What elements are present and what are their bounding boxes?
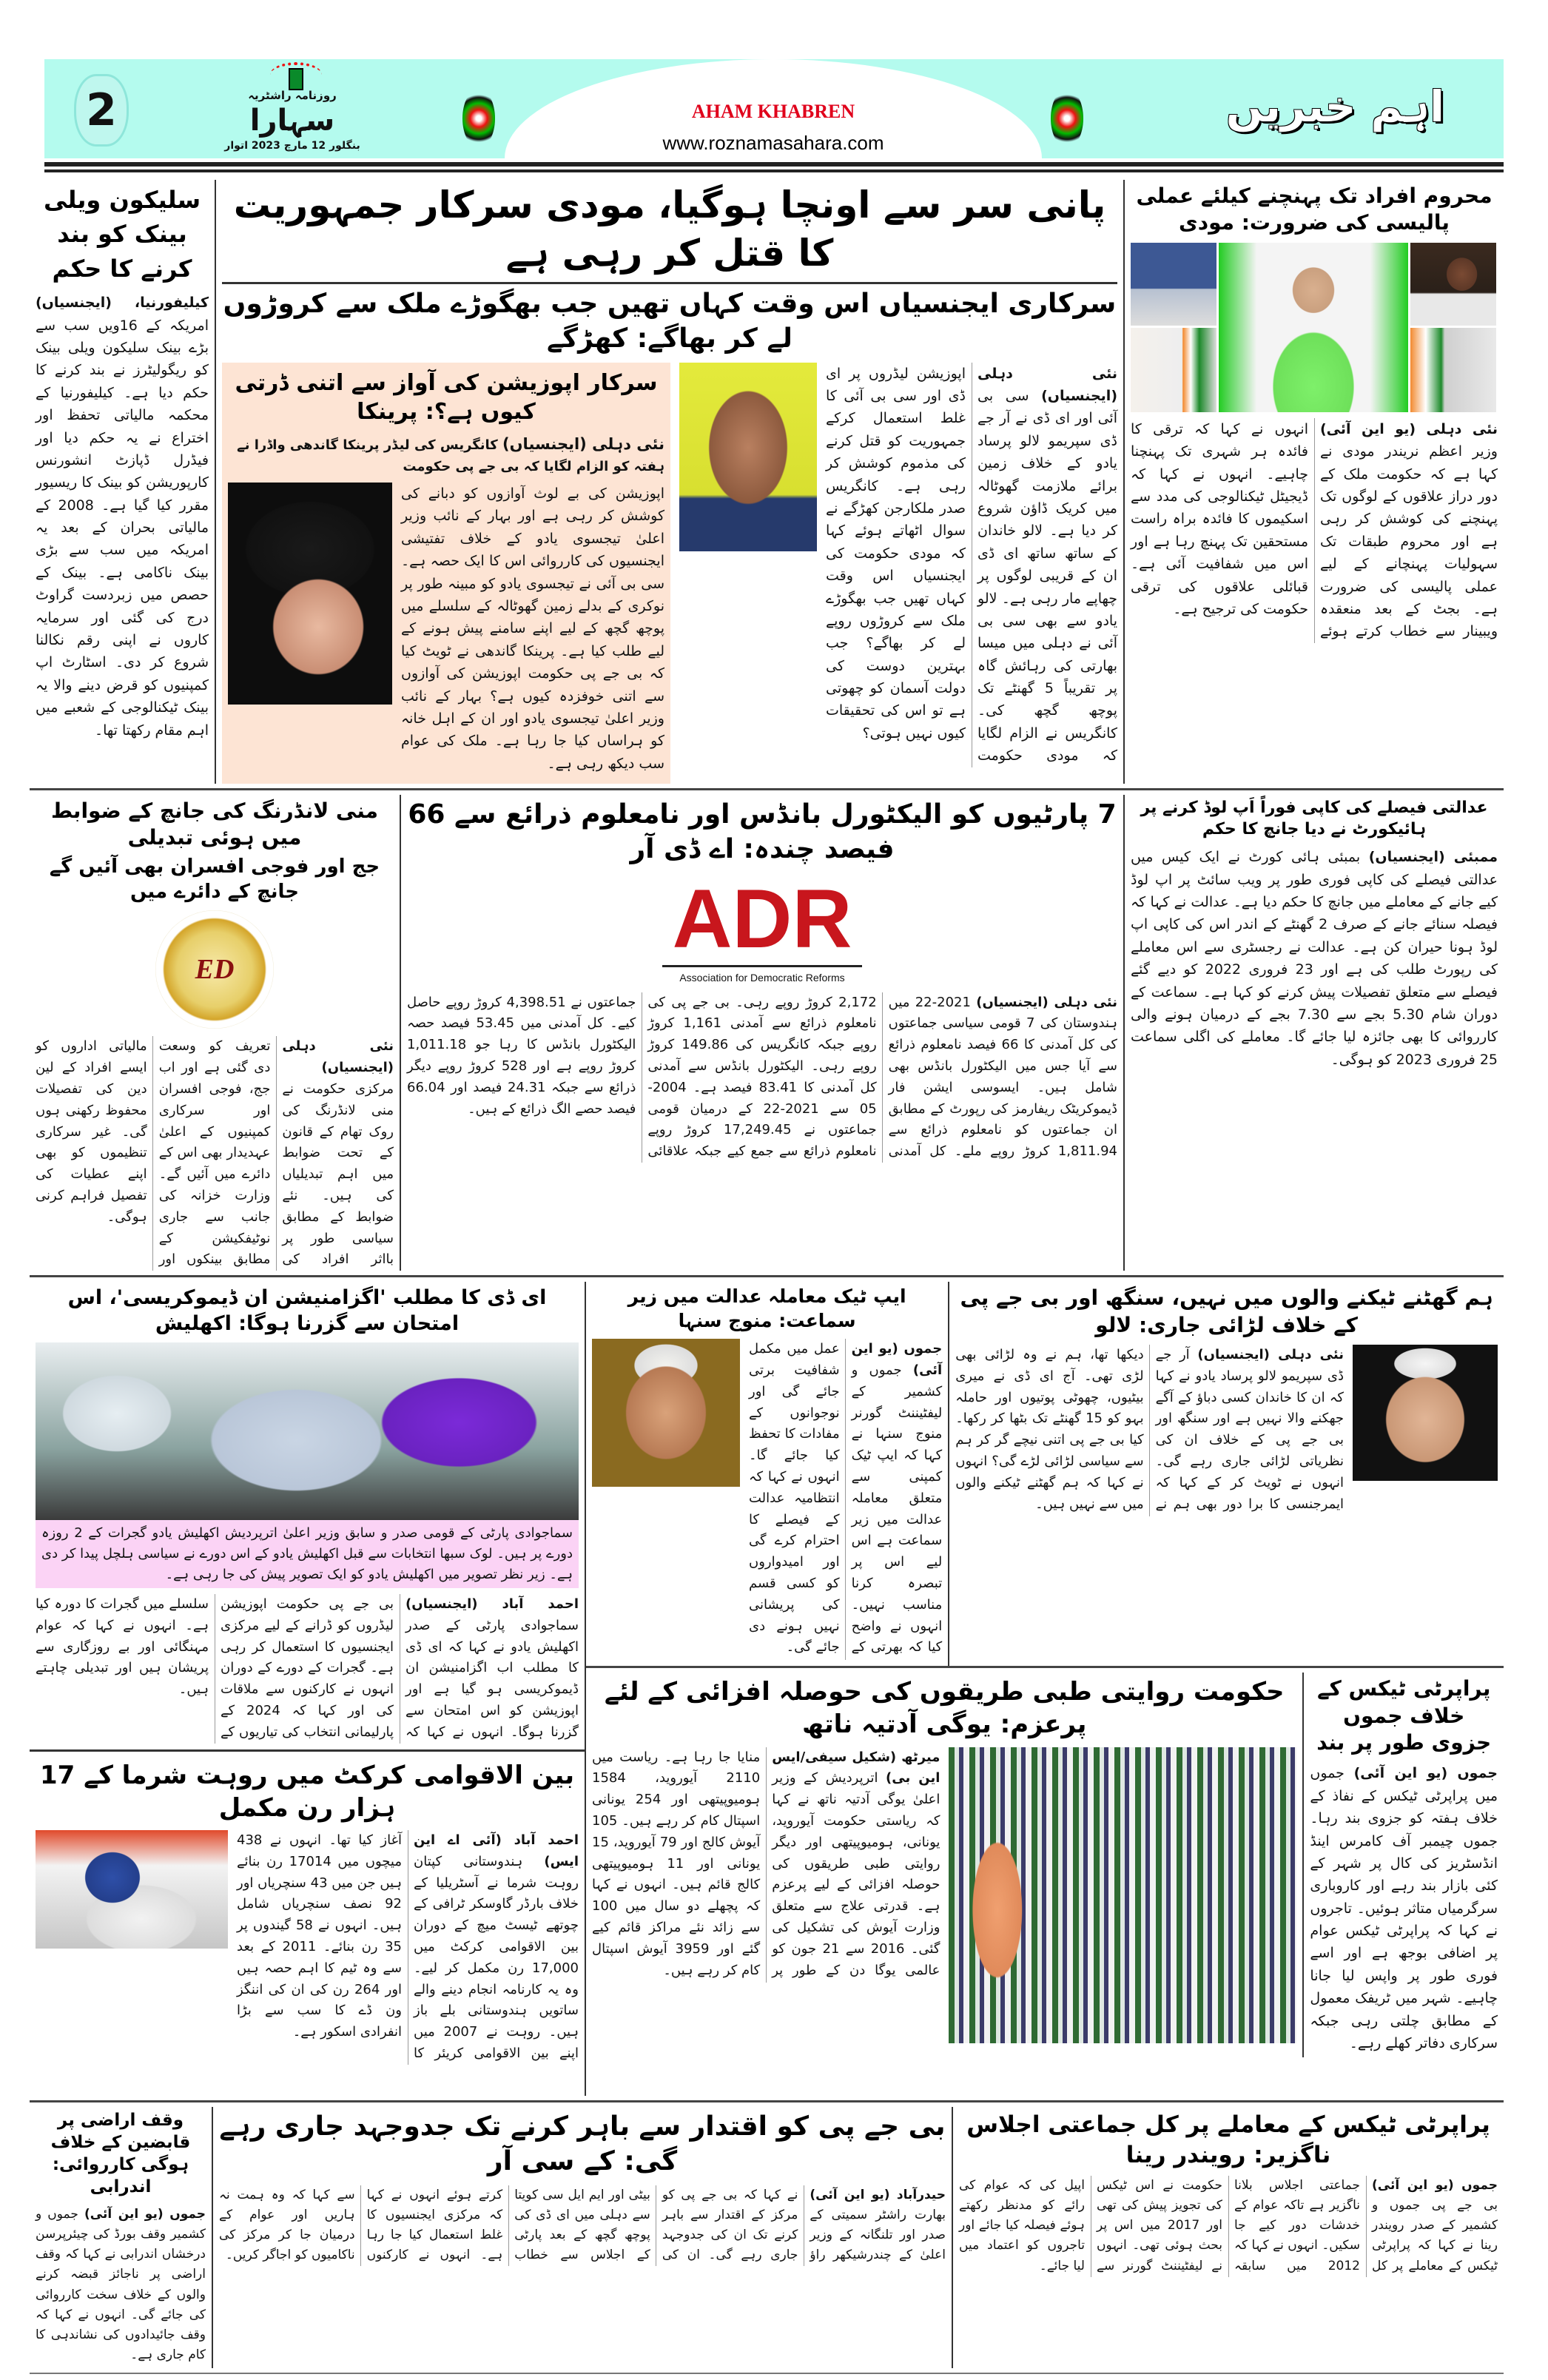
- headline: وقف اراضی پر قابضین کے خلاف ہوگی کارروائی: اندرابی: [50, 2111, 191, 2196]
- article-body: [959, 2176, 1498, 2277]
- priyanka-content: [228, 483, 664, 778]
- dateline: احمد آباد (آئی اے این ایس): [414, 1832, 579, 1869]
- ed-logo: [155, 910, 274, 1029]
- collage-right: [1410, 243, 1496, 412]
- headline: حکومت روایتی طبی طریقوں کی حوصلہ افزائی کے لئے پرعزم: یوگی آدتیہ ناتھ: [604, 1677, 1285, 1740]
- section-title-en: AHAM KHABREN: [691, 101, 855, 122]
- sinha-content: [592, 1339, 942, 1660]
- dateline: نئی دہلی (ایجنسیاں): [502, 434, 664, 453]
- article-yogi: [586, 1673, 1302, 2057]
- dateline: کیلیفورنیا، (ایجنسیاں): [36, 295, 209, 312]
- meeting-photo-3: [1410, 243, 1496, 326]
- headline: ایپ ٹیک معاملہ عدالت میں زیر سماعت: منوج سنہا: [627, 1285, 906, 1331]
- akhilesh-photo: [36, 1342, 579, 1520]
- headline: عدالتی فیصلے کی کاپی فوراً اَپ لوڈ کرنے پر ہائیکورٹ نے دیا جانچ کا حکم: [1140, 799, 1488, 838]
- row-bottom: [30, 2102, 1504, 2374]
- lead-content: [222, 363, 1117, 784]
- adr-logo-text: ADR: [672, 872, 852, 965]
- dateline: نئی دہلی (ایجنسیاں): [976, 994, 1117, 1010]
- yogi-ptax-row: [586, 1668, 1504, 2057]
- dateline: ممبئی (ایجنسیاں): [1368, 849, 1498, 866]
- page-number: 2: [86, 84, 117, 136]
- sinha-lalu-row: [586, 1282, 1504, 1668]
- body-text: امریکہ کے 16ویں سب سے بڑے بینک سلیکون ویلی بینک کو ریگولیٹرز نے بند کرنے کا حکم دیا ہے۔ کیلیفورنیا کے محکمہ مالیاتی تحفظ اور اختراع نے یہ حکم دیا اور فیڈرل ڈپازٹ انشورنس کارپوریشن کو بینک کا ریسیور مقرر کیا گیا ہے۔ 2008 کے مالیاتی بحران کے بعد یہ امریکہ میں سب سے بڑی بینک ناکامی ہے۔ بینک کے حصص میں زبردست گراوٹ درج کی گئی اور سرمایہ کاروں نے اپنی رقم نکالنا شروع کر دی۔ اسٹارٹ اپ کمپنیوں کو قرض دینے والا یہ بینک ٹیکنالوجی کے شعبے میں اہم مقام رکھتا تھا۔: [36, 317, 209, 739]
- article-modi: [1123, 180, 1504, 784]
- main-headline: پانی سر سے اونچا ہوگیا، مودی سرکار جمہوریت کا قتل کر رہی ہے: [233, 184, 1106, 275]
- dateline: جموں (یو این آئی): [1353, 1765, 1498, 1782]
- headline: بی جے پی کو اقتدار سے باہر کرنے تک جدوجہد جاری رہے گی: کے سی آر: [219, 2111, 946, 2176]
- body-text: بھارت راشٹر سمیتی کے صدر اور تلنگانہ کے وزیر اعلیٰ کے چندرشیکھر راؤ نے کہا کہ بی جے پی کو مرکز کے اقتدار سے باہر کرنے تک ان کی جدوجہد جاری رہے گی۔ ان کی بیٹی اور ایم ایل سی کویتا سے دہلی میں ای ڈی کی پوچھ گچھ کے بعد پارٹی کے اجلاس سے خطاب کرتے ہوئے انہوں نے کہا کہ مرکزی ایجنسیوں کا غلط استعمال کیا جا رہا ہے۔ انہوں نے کارکنوں سے کہا کہ وہ ہمت نہ ہاریں اور عوام کے درمیان جا کر مرکز کی ناکامیوں کو اجاگر کریں۔: [219, 2187, 946, 2263]
- section-title-ur: اہم خبریں: [1225, 81, 1444, 132]
- priyanka-box: [222, 363, 670, 784]
- photo-caption: سماجوادی پارٹی کے قومی صدر و سابق وزیر اعلیٰ اترپردیش اکھلیش یادو گجرات کے 2 روزہ دورے پر ہیں۔ لوک سبھا انتخابات سے قبل اکھلیش یادو کے اس دورے نے سیاسی ہلچل پیدا کر دی ہے۔ زیر نظر تصویر میں اکھلیش یادو کو ایک تصویر پیش کی جا رہی ہے۔: [36, 1520, 579, 1588]
- meeting-photo-1: [1131, 243, 1216, 326]
- ed-logo-text: ED: [195, 954, 235, 986]
- yogi-content: [592, 1747, 1296, 2043]
- website-link[interactable]: www.roznamasahara.com: [662, 132, 884, 154]
- article-body: [36, 2205, 206, 2366]
- body-text: جموں و کشمیر وقف بورڈ کی چیئرپرسن درخشاں اندرابی نے کہا کہ وقف اراضی پر ناجائز قبضہ کرنے والوں کے خلاف سخت کارروائی کی جائے گی۔ انہوں نے کہا کہ وقف جائیدادوں کی نشاندہی کا کام جاری ہے۔: [36, 2206, 206, 2363]
- article-body: [1310, 1762, 1498, 2054]
- body-text: جموں و کشمیر کے لیفٹیننٹ گورنر منوج سنہا نے کہا کہ ایپ ٹیک کمپنی سے متعلق معاملہ عدالت میں زیر سماعت ہے اس لیے اس پر تبصرہ کرنا مناسب نہیں۔ انہوں نے واضح کیا کہ بھرتی کے عمل میں مکمل شفافیت برتی جائے گی اور نوجوانوں کے مفادات کا تحفظ کیا جائے گا۔ انہوں نے کہا کہ انتظامیہ عدالت کے فیصلے کا احترام کرے گی اور امیدواروں کو کسی قسم کی پریشانی نہیں ہونے دی جائے گی۔: [749, 1341, 943, 1655]
- page-number-badge: [74, 74, 129, 147]
- body-text: وزیر اعظم نریندر مودی نے کہا ہے کہ حکومت ملک کے دور دراز علاقوں کے لوگوں تک پہنچنے کی کوشش کر رہی ہے اور محروم طبقات تک سہولیات پہنچانے کے لیے عملی پالیسی کی ضرورت ہے۔ بجٹ کے بعد منعقدہ ویبینار سے خطاب کرتے ہوئے انہوں نے کہا کہ ترقی کا فائدہ ہر شہری تک پہنچنا چاہیے۔ انہوں نے کہا کہ ڈیجیٹل ٹیکنالوجی کی مدد سے اسکیموں کا فائدہ براہ راست مستحقین تک پہنچ رہا ہے اور اس میں شفافیت آئی ہے۔ قبائلی علاقوں کی ترقی حکومت کی ترجیح ہے۔: [1131, 420, 1498, 640]
- dateline: نئی دہلی (ایجنسیاں): [977, 365, 1117, 404]
- dateline: احمد آباد (ایجنسیاں): [405, 1596, 579, 1613]
- headline: محروم افراد تک پہنچنے کیلئے عملی پالیسی کی ضرورت: مودی: [1136, 184, 1493, 235]
- article-body: [36, 1036, 394, 1271]
- dateline: نئی دہلی (ایجنسیاں): [1197, 1346, 1344, 1362]
- newspaper-page: [30, 0, 1504, 2374]
- article-adr: [400, 795, 1123, 1271]
- headline: پراپرٹی ٹیکس کے خلاف جموں جزوی طور پر بند: [1316, 1676, 1492, 1755]
- headline: 7 پارٹیوں کو الیکٹورل بانڈس اور نامعلوم ذرائع سے 66 فیصد چندہ: اے ڈی آر: [408, 799, 1117, 864]
- collage-left: [1131, 243, 1216, 412]
- article-body: [219, 2185, 946, 2267]
- row-lead: [30, 175, 1504, 790]
- article-body: [1131, 846, 1498, 1071]
- article-akhilesh: [30, 1285, 585, 1751]
- headline: ای ڈی کا مطلب 'اگزامنیشن ان ڈیموکریسی'، اس امتحان سے گزرنا ہوگا: اکھلیش: [67, 1286, 547, 1336]
- adr-logo-rule: [662, 965, 862, 967]
- article-main-lead: [215, 180, 1123, 784]
- headline: پراپرٹی ٹیکس کے معاملے پر کل جماعتی اجلاس ناگزیر: رویندر رینا: [966, 2111, 1490, 2168]
- headline-rule: [222, 282, 1117, 284]
- body-text: بمبئی ہائی کورٹ نے ایک کیس میں عدالتی فیصلے کی کاپی فوری طور پر ویب سائٹ پر اپ لوڈ کیے جانے کے معاملے میں جانچ کا حکم دیا ہے۔ عدالت نے کہا کہ فیصلہ سنائے جانے کے صرف 2 گھنٹے کے اندر اس کی کاپی اپ لوڈ ہونا حیران کن ہے۔ عدالت نے رجسٹری سے اس معاملے کی رپورٹ طلب کی ہے اور 23 فروری 2022 کو دیے گئے فیصلے سے متعلق تفصیلات پیش کرنے کو کہا ہے۔ سماعت کے دوران شام 5.30 بجے سے 7.30 بجے کے درمیان ہونے والی کارروائی کا بھی جائزہ لیا جائے گا۔ معاملے کی اگلی سماعت 25 فروری 2023 کو ہوگی۔: [1131, 849, 1498, 1068]
- article-silicon-valley: [30, 180, 215, 784]
- yogi-event-photo: [949, 1747, 1296, 2043]
- main-subhead: سرکاری ایجنسیاں اس وقت کہاں تھیں جب بھگوڑے ملک سے کروڑوں لے کر بھاگے: کھڑگے: [223, 289, 1117, 354]
- right-stack: [585, 1282, 1504, 2096]
- article-body: [237, 1830, 579, 2065]
- body-text: جموں میں پراپرٹی ٹیکس کے نفاذ کے خلاف ہفتہ کو جزوی بند رہا۔ جموں چیمبر آف کامرس اینڈ انڈسٹریز کی کال پر شہر کے کئی بازار بند رہے اور کاروباری سرگرمیاں متاثر ہوئیں۔ تاجروں نے کہا کہ پراپرٹی ٹیکس عوام پر اضافی بوجھ ہے اور اسے فوری طور پر واپس لیا جانا چاہیے۔ شہر میں ٹریفک معمول کے مطابق چلتی رہی جبکہ سرکاری دفاتر کھلے رہے۔: [1310, 1765, 1498, 2052]
- title-arch: [505, 59, 1042, 158]
- left-stack: [30, 1282, 585, 2096]
- body-text: ہندوستانی کپتان روہت شرما نے آسٹریلیا کے خلاف بارڈر گاوسکر ٹرافی کے چوتھے ٹیسٹ میچ کے دوران بین الاقوامی کرکٹ میں 17,000 رن مکمل کر لیے۔ وہ یہ کارنامہ انجام دینے والے ساتویں ہندوستانی بلے باز ہیں۔ روہت نے 2007 میں اپنے بین الاقوامی کریئر کا آغاز کیا تھا۔ انہوں نے 438 میچوں میں 17014 رن بنائے ہیں جن میں 43 سنچریاں اور 92 نصف سنچریاں شامل ہیں۔ انہوں نے 58 گیندوں پر 35 رن بنائے۔ 2011 کے بعد سے وہ ٹیم کا اہم حصہ ہیں اور 264 رن کی ان کی اننگز ون ڈے کا سب سے بڑا انفرادی اسکور ہے۔: [237, 1832, 579, 2061]
- body-text: بی جے پی جموں و کشمیر کے صدر رویندر رینا نے کہا کہ پراپرٹی ٹیکس کے معاملے پر کل جماعتی اجلاس بلانا ناگزیر ہے تاکہ عوام کے خدشات دور کیے جا سکیں۔ انہوں نے کہا کہ 2012 میں سابقہ حکومت نے اس ٹیکس کی تجویز پیش کی تھی اور 2017 میں اس پر بحث ہوئی تھی۔ انہوں نے لیفٹیننٹ گورنر سے اپیل کی کہ عوام کی رائے کو مدنظر رکھتے ہوئے فیصلہ کیا جائے اور تاجروں کو اعتماد میں لیا جائے۔: [959, 2177, 1498, 2273]
- body-text: اپوزیشن کی بے لوث آوازوں کو دبانے کی کوشش کر رہی ہے اور بہار کے نائب وزیر اعلیٰ تیجسوی یادو کے خلاف تفتیشی ایجنسیوں کی کارروائی اس کا ایک حصہ ہے۔ سی بی آئی نے تیجسوی یادو کو مبینہ طور پر نوکری کے بدلے زمین گھوٹالہ کے سلسلے میں پوچھ گچھ کے لیے اپنے سامنے پیش ہونے کے لیے طلب کیا ہے۔ پرینکا گاندھی نے ٹویٹ کیا کہ بی جے پی حکومت اپوزیشن کی آوازوں سے اتنی خوفزدہ کیوں ہے؟ بہار کے نائب وزیر اعلیٰ تیجسوی یادو اور ان کے اہل خانہ کو ہراساں کیا جا رہا ہے۔ ملک کی عوام سب دیکھ رہی ہے۔: [401, 485, 664, 772]
- rohit-sharma-photo: [36, 1830, 228, 1949]
- article-lalu: [948, 1282, 1504, 1666]
- headline: سلیکون ویلی بینک کو بند کرنے کا حکم: [43, 186, 201, 283]
- article-kcr: [212, 2107, 952, 2368]
- article-money-laundering: [30, 795, 400, 1271]
- body-text: مرکزی حکومت نے منی لانڈرنگ کی روک تھام کے قانون کے تحت ضوابط میں اہم تبدیلیاں کی ہیں۔ نئے ضوابط کے مطابق سیاسی طور پر بااثر افراد کی تعریف کو وسعت دی گئی ہے اور اب جج، فوجی افسران اور سرکاری کمپنیوں کے اعلیٰ عہدیدار بھی اس کے دائرے میں آئیں گے۔ وزارت خزانہ کی جانب سے جاری نوٹیفکیشن کے مطابق بینکوں اور مالیاتی اداروں کو ایسے افراد کے لین دین کی تفصیلات محفوظ رکھنی ہوں گی۔ غیر سرکاری تنظیموں کو بھی اپنے عطیات کی تفصیل فراہم کرنی ہوگی۔: [36, 1038, 394, 1268]
- kharge-body: [826, 363, 1117, 767]
- dateline: نئی دہلی (یو این آئی): [1320, 420, 1498, 437]
- row-third: [30, 1277, 1504, 2102]
- article-body: [955, 1345, 1344, 1516]
- manoj-sinha-photo: [592, 1339, 740, 1487]
- subhead: جج اور فوجی افسران بھی آئیں گے جانچ کے دائرے میں: [49, 855, 380, 903]
- article-body: [749, 1339, 942, 1660]
- lead-text: کانگریس کی لیڈر پرینکا گاندھی واڈرا نے ہفتہ کو الزام لگایا کہ بی جے پی حکومت: [237, 437, 664, 475]
- headline: بین الاقوامی کرکٹ میں روہت شرما کے 17 ہزار رن مکمل: [39, 1760, 574, 1823]
- sunburst-left-icon: [462, 89, 495, 148]
- lalu-content: [955, 1345, 1498, 1516]
- paper-small-name: روزنامہ راشٹریہ: [248, 89, 337, 102]
- kharge-photo: [679, 363, 817, 551]
- article-rohit-sharma: [30, 1752, 585, 2065]
- meeting-photo-4: [1410, 328, 1496, 412]
- meeting-photo-2: [1131, 328, 1216, 412]
- priyanka-headline: سرکار اپوزیشن کی آواز سے اتنی ڈرتی کیوں ہے؟: پرینکا: [235, 369, 658, 425]
- dateline: جموں (یو این آئی): [1372, 2177, 1498, 2193]
- issue-dateline: بنگلور 12 مارچ 2023 اتوار: [224, 140, 360, 152]
- body-text: 2021-22 میں ہندوستان کی 7 قومی سیاسی جماعتوں کی کل آمدنی کا 66 فیصد نامعلوم ذرائع سے آیا جس میں الیکٹورل بانڈس بھی شامل ہیں۔ ایسوسی ایشن فار ڈیموکریٹک ریفارمز کی رپورٹ کے مطابق ان جماعتوں کو نامعلوم ذرائع سے 1,811.94 کروڑ روپے ملے۔ کل آمدنی 2,172 کروڑ روپے رہی۔ بی جے پی کی نامعلوم ذرائع سے آمدنی 1,161 کروڑ روپے جبکہ کانگریس کی 149.86 کروڑ روپے رہی۔ الیکٹورل بانڈس سے آمدنی کل آمدنی کا 83.41 فیصد ہے۔ 2004-05 سے 2021-22 کے درمیان قومی جماعتوں نے 17,249.45 کروڑ روپے نامعلوم ذرائع سے جمع کیے جبکہ علاقائی جماعتوں نے 4,398.51 کروڑ روپے حاصل کیے۔ کل آمدنی میں 53.45 فیصد حصہ الیکٹورل بانڈس کا رہا جو 1,011.18 کروڑ روپے ہے اور 528 کروڑ روپے دیگر ذرائع سے جبکہ 24.31 فیصد اور 66.04 فیصد حصے الگ ذرائع کے ہیں۔: [407, 994, 1117, 1160]
- dateline: جموں (یو این آئی): [851, 1341, 943, 1378]
- body-text: آر جے ڈی سپریمو لالو پرساد یادو نے کہا کہ ان کا خاندان کسی دباؤ کے آگے جھکنے والا نہیں ہے اور سنگھ اور بی جے پی کے خلاف ان کی نظریاتی لڑائی جاری رہے گی۔ انہوں نے ٹویٹ کر کے کہا کہ ایمرجنسی کا برا دور بھی ہم نے دیکھا تھا، ہم نے وہ لڑائی بھی لڑی تھی۔ آج ای ڈی نے میری بیٹیوں، چھوٹی پوتیوں اور حاملہ بہو کو 15 گھنٹے تک بٹھا کر رکھا۔ کیا بی جے پی اتنی نیچے گر کر ہم سے سیاسی لڑائی لڑے گی؟ انہوں نے کہا کہ ہم گھٹنے ٹیکنے والوں میں سے نہیں ہیں۔: [955, 1346, 1344, 1512]
- headline: منی لانڈرنگ کی جانچ کے ضوابط میں ہوئی تبدیلی: [50, 799, 379, 850]
- dateline: حیدرآباد (یو این آئی): [810, 2187, 946, 2202]
- body-text: سی بی آئی اور ای ڈی نے آر جے ڈی سپریمو لالو پرساد یادو کے خلاف زمین برائے ملازمت گھوٹالہ میں کریک ڈاؤن شروع کر دیا ہے۔ لالو خاندان کے ساتھ ساتھ ای ڈی ان کے قریبی لوگوں پر چھاپے مار رہی ہے۔ لالو یادو سے بھی سی بی آئی نے دہلی میں میسا بھارتی کی رہائش گاہ پر تقریباً 5 گھنٹے تک پوچھ گچھ کی۔ کانگریس نے الزام لگایا کہ مودی حکومت اپوزیشن لیڈروں پر ای ڈی اور سی بی آئی کا غلط استعمال کرکے جمہوریت کو قتل کرنے کی مذموم کوشش کر رہی ہے۔ کانگریس صدر ملکارجن کھڑگے نے سوال اٹھاتے ہوئے کہا کہ مودی حکومت کی ایجنسیاں اس وقت کہاں تھیں جب بھگوڑے ملک سے کروڑوں روپے لے کر بھاگے؟ جب بہترین دوست کی دولت آسمان کو چھوتی ہے تو اس کی تحقیقات کیوں نہیں ہوتی؟: [826, 365, 1118, 764]
- logo-emblem-icon: [289, 68, 303, 90]
- article-waqf: [30, 2107, 212, 2368]
- headline: ہم گھٹنے ٹیکنے والوں میں نہیں، سنگھ اور بی جے پی کے خلاف لڑائی جاری: لالو: [960, 1285, 1493, 1337]
- row-second: [30, 790, 1504, 1277]
- lalu-photo: [1353, 1345, 1498, 1481]
- masthead-rule: [44, 162, 1504, 172]
- article-body: [592, 1747, 940, 1983]
- modi-photo-collage: [1131, 243, 1498, 412]
- modi-photo: [1219, 243, 1408, 412]
- article-property-tax-bandh: [1302, 1673, 1504, 2057]
- adr-logo: [647, 873, 877, 985]
- priyanka-lead: [228, 432, 664, 478]
- body-text: اترپردیش کے وزیر اعلیٰ یوگی آدتیہ ناتھ نے کہا کہ ریاستی حکومت آیوروید، یونانی، ہومیوپیتھی اور دیگر روایتی طبی طریقوں کی حوصلہ افزائی کے لیے پرعزم ہے۔ قدرتی علاج سے متعلق وزارت آیوش کی تشکیل کی گئی۔ 2016 سے 21 جون کو عالمی یوگا دن کے طور پر منایا جا رہا ہے۔ ریاست میں 2110 آیوروید، 1584 ہومیوپیتھی اور 254 یونانی اسپتال کام کر رہے ہیں۔ 105 آیوش کالج اور 79 آیوروید، 15 یونانی اور 11 ہومیوپیتھی کالج قائم ہیں۔ انہوں نے کہا کہ پچھلے دو سال میں 100 سے زائد نئے مراکز قائم کیے گئے اور 3959 آیوش اسپتال کام کر رہے ہیں۔: [592, 1749, 940, 1978]
- masthead: [44, 59, 1504, 158]
- dateline: نئی دہلی (ایجنسیاں): [282, 1038, 394, 1076]
- adr-logo-sub: Association for Democratic Reforms: [679, 971, 845, 984]
- article-manoj-sinha: [586, 1282, 948, 1666]
- body-text: سماجوادی پارٹی کے صدر اکھلیش یادو نے کہا کہ ای ڈی کا مطلب اب اگزامنیشن ان ڈیموکریسی ہو گیا ہے اور اپوزیشن کو اس امتحان سے گزرنا ہوگا۔ انہوں نے کہا کہ بی جے پی حکومت اپوزیشن لیڈروں کو ڈرانے کے لیے مرکزی ایجنسیوں کا استعمال کر رہی ہے۔ گجرات کے دورے کے دوران انہوں نے کارکنوں سے ملاقات کی اور کہا کہ 2024 کے پارلیمانی انتخاب کی تیاریوں کے سلسلے میں گجرات کا دورہ کیا ہے۔ انہوں نے کہا کہ عوام مہنگائی اور بے روزگاری سے پریشان ہیں اور تبدیلی چاہتے ہیں۔: [36, 1596, 579, 1740]
- article-raina: [952, 2107, 1504, 2368]
- article-body: [1131, 418, 1498, 643]
- dateline: جموں (یو این آئی): [84, 2206, 206, 2222]
- article-body: [36, 292, 209, 742]
- sunburst-right-icon: [1051, 89, 1083, 148]
- article-body: [407, 992, 1117, 1163]
- paper-name: سہارا: [249, 104, 335, 138]
- article-body: [36, 1594, 579, 1744]
- paper-logo: [170, 89, 414, 157]
- article-court: [1123, 795, 1504, 1271]
- priyanka-body: [401, 483, 664, 778]
- kharge-area: [679, 363, 1117, 767]
- cricket-content: [36, 1830, 579, 2065]
- dateline: میرٹھ (شکیل سیفی/ایس این بی): [772, 1749, 940, 1786]
- priyanka-photo: [228, 483, 392, 705]
